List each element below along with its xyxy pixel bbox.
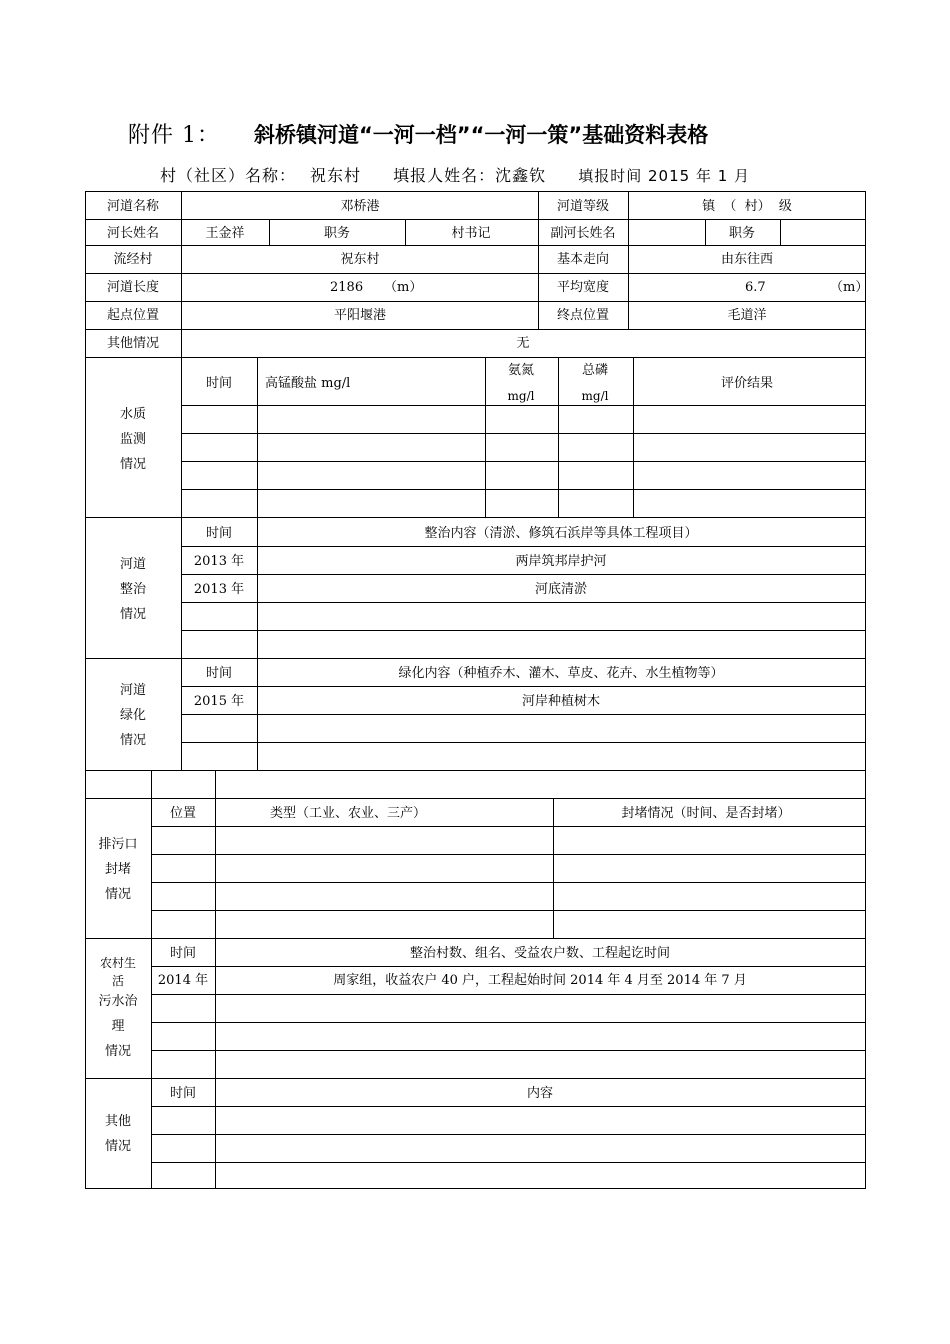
regulation-row-content: 河底清淤: [534, 582, 588, 597]
attachment-label: 附件 1：: [128, 123, 220, 148]
sewage-label-2: 活: [111, 974, 125, 988]
end-value: 毛道洋: [727, 308, 767, 323]
greening-col-time: 时间: [205, 666, 233, 681]
water-col-tp-unit: mg/l: [581, 389, 609, 403]
regulation-col-content: 整治内容（清淤、修筑石浜岸等具体工程项目）: [424, 526, 698, 541]
village-name: 祝东村: [310, 166, 362, 185]
title-text: 斜桥镇河道“一河一档”“一河一策”基础资料表格: [254, 123, 709, 147]
greening-row-content: 河岸种植树木: [521, 694, 601, 709]
water-label-1: 水质: [119, 407, 147, 422]
sewage-label-3: 污水治: [98, 994, 138, 1009]
direction-value: 由东往西: [720, 252, 774, 267]
water-col-nh3: 氨氮: [507, 363, 535, 378]
start-value: 平阳堰港: [333, 308, 387, 323]
river-name-label: 河道名称: [106, 199, 160, 214]
outlet-label-3: 情况: [104, 887, 132, 902]
outlet-col-type: 类型（工业、农业、三产）: [269, 806, 427, 821]
sewage-row-content: 周家组，收益农户 40 户，工程起始时间 2014 年 4 月至 2014 年 7 月: [333, 973, 747, 988]
outlet-label-1: 排污口: [98, 837, 138, 852]
other-value: 无: [516, 336, 530, 351]
river-level-value: 镇 （ 村） 级: [702, 199, 792, 214]
end-label: 终点位置: [556, 308, 610, 323]
water-col-kmno4: 高锰酸盐 mg/l: [265, 376, 351, 391]
length-unit: （m）: [384, 280, 423, 295]
regulation-row-time: 2013 年: [193, 554, 245, 569]
water-label-2: 监测: [119, 432, 147, 447]
others-col-time: 时间: [169, 1086, 197, 1101]
regulation-row-time: 2013 年: [193, 582, 245, 597]
greening-label-2: 绿化: [119, 708, 147, 723]
vice-position-label: 职务: [728, 226, 756, 241]
chief-position: 村书记: [451, 226, 491, 241]
sewage-label-1: 农村生: [99, 956, 137, 970]
fill-date: 填报时间 2015 年 1 月: [578, 167, 751, 185]
regulation-label-3: 情况: [119, 607, 147, 622]
sewage-col-content: 整治村数、组名、受益农户数、工程起讫时间: [409, 946, 671, 961]
water-label-3: 情况: [119, 457, 147, 472]
sewage-label-4: 理: [111, 1019, 125, 1034]
others-label-2: 情况: [104, 1139, 132, 1154]
vice-chief-label: 副河长姓名: [550, 226, 616, 241]
filler-field: 填报人姓名：沈鑫钦: [393, 166, 547, 185]
sewage-label-5: 情况: [104, 1044, 132, 1059]
water-col-nh3-unit: mg/l: [507, 389, 535, 403]
width-label: 平均宽度: [556, 280, 610, 295]
greening-row-time: 2015 年: [193, 694, 245, 709]
greening-label-3: 情况: [119, 733, 147, 748]
width-value: 6.7: [745, 280, 766, 295]
village-value: 祝东村: [340, 252, 380, 267]
outlet-col-status: 封堵情况（时间、是否封堵）: [621, 806, 791, 821]
water-col-result: 评价结果: [720, 376, 774, 391]
chief-position-label: 职务: [323, 226, 351, 241]
width-unit: （m）: [830, 280, 869, 295]
others-col-content: 内容: [526, 1086, 554, 1101]
outlet-col-location: 位置: [169, 806, 197, 821]
village-field: 村（社区）名称： 祝东村: [160, 166, 362, 185]
start-label: 起点位置: [106, 308, 160, 323]
greening-col-content: 绿化内容（种植乔木、灌木、草皮、花卉、水生植物等）: [398, 666, 724, 681]
regulation-col-time: 时间: [205, 526, 233, 541]
other-label: 其他情况: [106, 336, 160, 351]
length-label: 河道长度: [106, 280, 160, 295]
sewage-col-time: 时间: [169, 946, 197, 961]
direction-label: 基本走向: [556, 252, 610, 267]
chief-label: 河长姓名: [106, 226, 160, 241]
village-label: 流经村: [113, 252, 153, 267]
length-value: 2186: [330, 280, 364, 295]
chief-name: 王金祥: [205, 226, 245, 241]
river-name-value: 邓桥港: [340, 199, 380, 214]
regulation-row-content: 两岸筑邦岸护河: [515, 554, 607, 569]
outlet-label-2: 封堵: [104, 862, 132, 877]
others-label-1: 其他: [104, 1114, 132, 1129]
regulation-label-2: 整治: [119, 582, 147, 597]
river-level-label: 河道等级: [556, 199, 610, 214]
greening-label-1: 河道: [119, 683, 147, 698]
regulation-label-1: 河道: [119, 557, 147, 572]
filler-name: 沈鑫钦: [495, 166, 547, 185]
sewage-row-time: 2014 年: [157, 973, 209, 988]
water-col-tp: 总磷: [581, 363, 609, 378]
water-col-time: 时间: [205, 376, 233, 391]
